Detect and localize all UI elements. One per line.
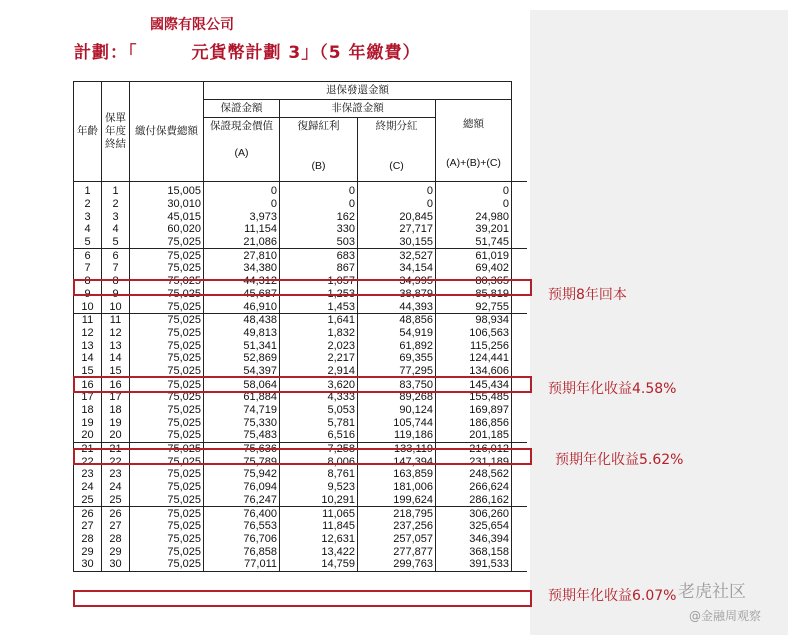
cell-spacer	[512, 545, 527, 558]
cell-reversionary: 10,291	[280, 494, 358, 507]
cell-terminal: 181,006	[358, 481, 436, 494]
cell-policy-year: 23	[102, 468, 130, 481]
cell-reversionary: 1,832	[280, 327, 358, 340]
header-reversionary-cell	[280, 118, 358, 182]
cell-cash-value: 52,869	[204, 352, 280, 365]
cell-terminal: 32,527	[358, 249, 436, 262]
cell-reversionary: 6,516	[280, 429, 358, 442]
cell-spacer	[512, 327, 527, 340]
table-row	[74, 558, 527, 571]
table-row	[74, 481, 527, 494]
cell-cash-value: 49,813	[204, 327, 280, 340]
cell-age: 12	[74, 327, 102, 340]
cell-premiums: 75,025	[130, 494, 204, 507]
cell-terminal: 27,717	[358, 223, 436, 236]
cell-terminal: 0	[358, 198, 436, 211]
header-reversionary-code: (B)	[311, 160, 326, 172]
cell-reversionary: 14,759	[280, 558, 358, 571]
header-total: 總額	[463, 117, 484, 130]
cell-age: 9	[74, 288, 102, 301]
cell-total: 98,934	[436, 313, 512, 326]
cell-total: 186,856	[436, 416, 512, 429]
cell-age: 3	[74, 210, 102, 223]
table-row	[74, 507, 527, 520]
cell-terminal: 34,154	[358, 262, 436, 275]
cell-cash-value: 76,094	[204, 481, 280, 494]
cell-premiums: 15,005	[130, 182, 204, 198]
table-row	[74, 182, 527, 198]
cell-terminal: 133,119	[358, 442, 436, 455]
cell-cash-value: 58,064	[204, 378, 280, 391]
cell-premiums: 75,025	[130, 378, 204, 391]
cell-terminal: 119,186	[358, 429, 436, 442]
cell-reversionary: 2,023	[280, 339, 358, 352]
cell-cash-value: 75,942	[204, 468, 280, 481]
header-reversionary: 復歸紅利	[297, 120, 340, 132]
cell-age: 18	[74, 404, 102, 417]
cell-total: 306,260	[436, 507, 512, 520]
cell-spacer	[512, 300, 527, 313]
cell-age: 5	[74, 236, 102, 249]
cell-premiums: 75,025	[130, 365, 204, 378]
cell-policy-year: 17	[102, 391, 130, 404]
highlight-box-year-8	[73, 279, 532, 296]
cell-terminal: 34,995	[358, 275, 436, 288]
cell-spacer	[512, 182, 527, 198]
cell-policy-year: 14	[102, 352, 130, 365]
table-row	[74, 262, 527, 275]
cell-premiums: 75,025	[130, 288, 204, 301]
cell-age: 2	[74, 198, 102, 211]
cell-premiums: 75,025	[130, 339, 204, 352]
table-row	[74, 300, 527, 313]
cell-policy-year: 2	[102, 198, 130, 211]
table-row	[74, 352, 527, 365]
table-row	[74, 223, 527, 236]
cell-age: 27	[74, 520, 102, 533]
cell-spacer	[512, 223, 527, 236]
highlight-box-year-30	[73, 590, 532, 607]
cell-premiums: 45,015	[130, 210, 204, 223]
cell-premiums: 75,025	[130, 468, 204, 481]
cell-cash-value: 21,086	[204, 236, 280, 249]
cell-age: 29	[74, 545, 102, 558]
cell-total: 216,012	[436, 442, 512, 455]
cell-age: 1	[74, 182, 102, 198]
cell-age: 4	[74, 223, 102, 236]
cell-total: 391,533	[436, 558, 512, 571]
cell-cash-value: 77,011	[204, 558, 280, 571]
header-terminal: 終期分紅	[375, 120, 418, 132]
table-row	[74, 249, 527, 262]
cell-terminal: 218,795	[358, 507, 436, 520]
cell-cash-value: 61,884	[204, 391, 280, 404]
cell-premiums: 75,025	[130, 236, 204, 249]
cell-policy-year: 4	[102, 223, 130, 236]
cell-policy-year: 12	[102, 327, 130, 340]
cell-cash-value: 46,910	[204, 300, 280, 313]
cell-terminal: 0	[358, 182, 436, 198]
cell-terminal: 299,763	[358, 558, 436, 571]
cell-terminal: 69,355	[358, 352, 436, 365]
cell-total: 0	[436, 198, 512, 211]
cell-age: 21	[74, 442, 102, 455]
cell-reversionary: 867	[280, 262, 358, 275]
cell-spacer	[512, 198, 527, 211]
header-policy-year: 保單年度終結	[102, 82, 130, 182]
cell-spacer	[512, 429, 527, 442]
cell-terminal: 89,268	[358, 391, 436, 404]
cell-policy-year: 11	[102, 313, 130, 326]
cell-terminal: 277,877	[358, 545, 436, 558]
cell-policy-year: 5	[102, 236, 130, 249]
table-row	[74, 339, 527, 352]
cell-reversionary: 8,761	[280, 468, 358, 481]
cell-policy-year: 24	[102, 481, 130, 494]
table-row	[74, 416, 527, 429]
cell-premiums: 30,010	[130, 198, 204, 211]
cell-spacer	[512, 313, 527, 326]
cell-cash-value: 74,719	[204, 404, 280, 417]
cell-reversionary: 1,453	[280, 300, 358, 313]
cell-terminal: 199,624	[358, 494, 436, 507]
cell-policy-year: 6	[102, 249, 130, 262]
cell-terminal: 163,859	[358, 468, 436, 481]
cell-cash-value: 76,247	[204, 494, 280, 507]
cell-terminal: 38,879	[358, 288, 436, 301]
cell-policy-year: 15	[102, 365, 130, 378]
cell-terminal: 30,155	[358, 236, 436, 249]
table-row	[74, 429, 527, 442]
cell-spacer	[512, 249, 527, 262]
cell-cash-value: 11,154	[204, 223, 280, 236]
cell-age: 28	[74, 533, 102, 546]
cell-spacer	[512, 262, 527, 275]
highlight-box-year-20	[73, 448, 532, 465]
cell-reversionary: 13,422	[280, 545, 358, 558]
header-total-cell	[436, 100, 512, 182]
cell-age: 26	[74, 507, 102, 520]
cell-reversionary: 8,006	[280, 455, 358, 468]
benefit-table	[73, 81, 527, 572]
cell-reversionary: 3,620	[280, 378, 358, 391]
cell-total: 368,158	[436, 545, 512, 558]
cell-reversionary: 0	[280, 198, 358, 211]
cell-total: 115,256	[436, 339, 512, 352]
cell-premiums: 75,025	[130, 429, 204, 442]
header-cash-value-code: (A)	[234, 147, 249, 159]
cell-spacer	[512, 468, 527, 481]
cell-age: 10	[74, 300, 102, 313]
cell-policy-year: 28	[102, 533, 130, 546]
cell-total: 51,745	[436, 236, 512, 249]
header-total-code: (A)+(B)+(C)	[446, 156, 501, 169]
cell-cash-value: 54,397	[204, 365, 280, 378]
cell-policy-year: 25	[102, 494, 130, 507]
header-surrender: 退保發還金額	[204, 82, 512, 100]
cell-total: 346,394	[436, 533, 512, 546]
cell-premiums: 75,025	[130, 352, 204, 365]
cell-reversionary: 2,914	[280, 365, 358, 378]
cell-premiums: 75,025	[130, 249, 204, 262]
cell-cash-value: 76,553	[204, 520, 280, 533]
cell-reversionary: 330	[280, 223, 358, 236]
cell-policy-year: 19	[102, 416, 130, 429]
header-terminal-cell	[358, 118, 436, 182]
cell-total: 266,624	[436, 481, 512, 494]
cell-cash-value: 27,810	[204, 249, 280, 262]
cell-policy-year: 30	[102, 558, 130, 571]
table-row	[74, 327, 527, 340]
cell-reversionary: 2,217	[280, 352, 358, 365]
cell-policy-year: 10	[102, 300, 130, 313]
cell-premiums: 75,025	[130, 558, 204, 571]
cell-policy-year: 9	[102, 288, 130, 301]
cell-spacer	[512, 494, 527, 507]
cell-terminal: 83,750	[358, 378, 436, 391]
cell-premiums: 75,025	[130, 455, 204, 468]
cell-age: 30	[74, 558, 102, 571]
table-row	[74, 236, 527, 249]
cell-age: 7	[74, 262, 102, 275]
table-row	[74, 404, 527, 417]
cell-premiums: 75,025	[130, 507, 204, 520]
cell-policy-year: 7	[102, 262, 130, 275]
cell-premiums: 75,025	[130, 416, 204, 429]
cell-total: 24,980	[436, 210, 512, 223]
cell-premiums: 75,025	[130, 404, 204, 417]
cell-reversionary: 683	[280, 249, 358, 262]
annotation-yield-30: 预期年化收益6.07%	[548, 588, 677, 604]
cell-spacer	[512, 339, 527, 352]
cell-age: 19	[74, 416, 102, 429]
plan-title: 計劃：「 元貨幣計劃 3」（5 年繳費）	[74, 43, 421, 63]
background-panel	[530, 10, 788, 635]
annotation-yield-20: 预期年化收益5.62%	[555, 452, 684, 468]
cell-premiums: 75,025	[130, 481, 204, 494]
watermark-author: @金融周观察	[689, 609, 762, 623]
cell-age: 25	[74, 494, 102, 507]
cell-spacer	[512, 352, 527, 365]
table-row	[74, 468, 527, 481]
cell-terminal: 61,892	[358, 339, 436, 352]
cell-reversionary: 9,523	[280, 481, 358, 494]
header-guaranteed: 保證金額	[204, 100, 280, 118]
table-row	[74, 520, 527, 533]
cell-spacer	[512, 404, 527, 417]
cell-premiums: 75,025	[130, 275, 204, 288]
cell-terminal: 54,919	[358, 327, 436, 340]
cell-age: 20	[74, 429, 102, 442]
cell-total: 248,562	[436, 468, 512, 481]
cell-terminal: 105,744	[358, 416, 436, 429]
cell-premiums: 75,025	[130, 327, 204, 340]
cell-spacer	[512, 481, 527, 494]
cell-total: 286,162	[436, 494, 512, 507]
cell-total: 201,185	[436, 429, 512, 442]
highlight-box-year-15	[73, 376, 532, 393]
cell-terminal: 48,856	[358, 313, 436, 326]
cell-cash-value: 51,341	[204, 339, 280, 352]
company-name: 國際有限公司	[150, 17, 234, 33]
cell-policy-year: 8	[102, 275, 130, 288]
cell-spacer	[512, 520, 527, 533]
cell-cash-value: 75,330	[204, 416, 280, 429]
cell-age: 17	[74, 391, 102, 404]
cell-premiums: 75,025	[130, 313, 204, 326]
cell-reversionary: 11,065	[280, 507, 358, 520]
cell-total: 80,365	[436, 275, 512, 288]
cell-cash-value: 76,706	[204, 533, 280, 546]
cell-total: 106,563	[436, 327, 512, 340]
cell-spacer	[512, 558, 527, 571]
cell-total: 155,485	[436, 391, 512, 404]
cell-age: 22	[74, 455, 102, 468]
header-cash-value: 保證現金價值	[210, 120, 273, 132]
cell-cash-value: 75,483	[204, 429, 280, 442]
cell-age: 24	[74, 481, 102, 494]
cell-total: 145,434	[436, 378, 512, 391]
cell-terminal: 90,124	[358, 404, 436, 417]
cell-spacer	[512, 533, 527, 546]
header-non-guaranteed: 非保證金額	[280, 100, 436, 118]
cell-policy-year: 18	[102, 404, 130, 417]
cell-reversionary: 1,057	[280, 275, 358, 288]
annotation-yield-15: 预期年化收益4.58%	[548, 381, 677, 397]
cell-policy-year: 21	[102, 442, 130, 455]
cell-reversionary: 503	[280, 236, 358, 249]
cell-policy-year: 20	[102, 429, 130, 442]
cell-cash-value: 44,312	[204, 275, 280, 288]
cell-premiums: 75,025	[130, 262, 204, 275]
header-premiums: 繳付保費總額	[130, 82, 204, 182]
cell-premiums: 75,025	[130, 300, 204, 313]
header-terminal-code: (C)	[389, 160, 404, 172]
cell-spacer	[512, 236, 527, 249]
cell-cash-value: 0	[204, 198, 280, 211]
cell-age: 16	[74, 378, 102, 391]
cell-spacer	[512, 507, 527, 520]
cell-total: 61,019	[436, 249, 512, 262]
cell-total: 69,402	[436, 262, 512, 275]
cell-spacer	[512, 416, 527, 429]
cell-reversionary: 7,258	[280, 442, 358, 455]
cell-terminal: 20,845	[358, 210, 436, 223]
cell-cash-value: 48,438	[204, 313, 280, 326]
cell-reversionary: 4,333	[280, 391, 358, 404]
cell-terminal: 44,393	[358, 300, 436, 313]
cell-reversionary: 11,845	[280, 520, 358, 533]
cell-policy-year: 29	[102, 545, 130, 558]
cell-total: 39,201	[436, 223, 512, 236]
cell-reversionary: 0	[280, 182, 358, 198]
cell-reversionary: 5,053	[280, 404, 358, 417]
table-row	[74, 198, 527, 211]
cell-total: 325,654	[436, 520, 512, 533]
cell-spacer	[512, 210, 527, 223]
cell-premiums: 75,025	[130, 533, 204, 546]
cell-age: 6	[74, 249, 102, 262]
cell-terminal: 77,295	[358, 365, 436, 378]
cell-age: 23	[74, 468, 102, 481]
table-row	[74, 210, 527, 223]
cell-age: 15	[74, 365, 102, 378]
cell-policy-year: 22	[102, 455, 130, 468]
cell-total: 231,189	[436, 455, 512, 468]
cell-total: 134,606	[436, 365, 512, 378]
cell-cash-value: 3,973	[204, 210, 280, 223]
cell-cash-value: 76,400	[204, 507, 280, 520]
cell-age: 13	[74, 339, 102, 352]
cell-policy-year: 1	[102, 182, 130, 198]
cell-premiums: 75,025	[130, 520, 204, 533]
cell-age: 11	[74, 313, 102, 326]
cell-policy-year: 26	[102, 507, 130, 520]
cell-premiums: 75,025	[130, 442, 204, 455]
cell-cash-value: 0	[204, 182, 280, 198]
cell-cash-value: 34,380	[204, 262, 280, 275]
table-row	[74, 494, 527, 507]
cell-premiums: 75,025	[130, 545, 204, 558]
cell-reversionary: 12,631	[280, 533, 358, 546]
annotation-breakeven: 预期8年回本	[548, 287, 627, 303]
header-age: 年齡	[74, 82, 102, 182]
cell-cash-value: 75,636	[204, 442, 280, 455]
table-row	[74, 545, 527, 558]
cell-total: 85,819	[436, 288, 512, 301]
table-row	[74, 533, 527, 546]
table-row	[74, 313, 527, 326]
cell-terminal: 257,057	[358, 533, 436, 546]
cell-cash-value: 76,858	[204, 545, 280, 558]
header-cash-value-cell	[204, 118, 280, 182]
cell-terminal: 237,256	[358, 520, 436, 533]
cell-premiums: 75,025	[130, 391, 204, 404]
cell-age: 14	[74, 352, 102, 365]
cell-total: 92,755	[436, 300, 512, 313]
cell-policy-year: 27	[102, 520, 130, 533]
cell-premiums: 60,020	[130, 223, 204, 236]
cell-total: 0	[436, 182, 512, 198]
cell-reversionary: 5,781	[280, 416, 358, 429]
watermark-community: 老虎社区	[678, 582, 746, 602]
cell-policy-year: 16	[102, 378, 130, 391]
cell-reversionary: 162	[280, 210, 358, 223]
cell-total: 169,897	[436, 404, 512, 417]
cell-total: 124,441	[436, 352, 512, 365]
cell-terminal: 147,394	[358, 455, 436, 468]
cell-cash-value: 45,687	[204, 288, 280, 301]
cell-reversionary: 1,641	[280, 313, 358, 326]
cell-policy-year: 13	[102, 339, 130, 352]
cell-cash-value: 75,789	[204, 455, 280, 468]
cell-policy-year: 3	[102, 210, 130, 223]
cell-age: 8	[74, 275, 102, 288]
cell-reversionary: 1,253	[280, 288, 358, 301]
